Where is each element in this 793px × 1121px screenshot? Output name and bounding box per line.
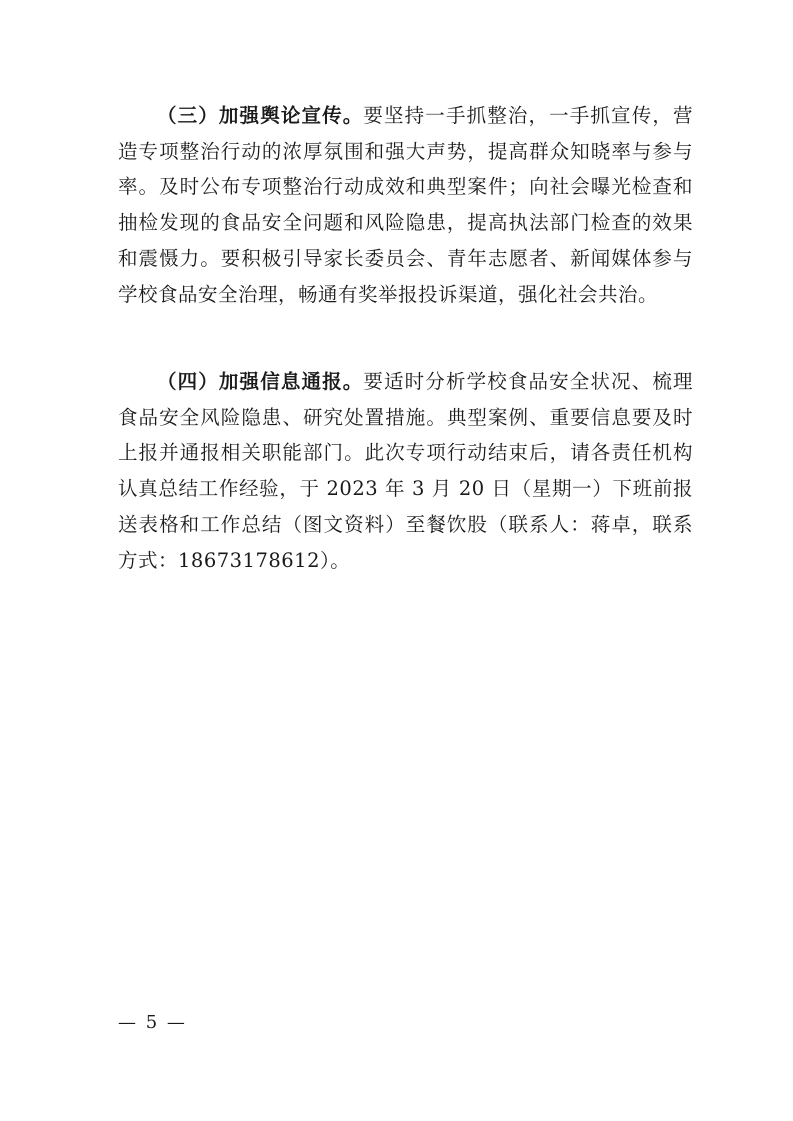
section-heading-publicity: （三）加强舆论宣传。 [157,104,364,127]
paragraph-publicity [118,98,693,312]
section-body-info-report: 要适时分析学校食品安全状况、梳理食品安全风险隐患、研究处置措施。典型案例、重要信息要及时上报并通报相关职能部门。此次专项行动结束后，请各责任机构认真总结工作经验，于 2023 年 3 月 20 日（星期一）下班前报送表格和工作总结（图文资料）至餐饮股（联系人：蒋卓，联系方式：18673178612）。 [118,370,693,572]
page-number: — 5 — [118,1012,187,1033]
section-body-publicity: 要坚持一手抓整治，一手抓宣传，营造专项整治行动的浓厚氛围和强大声势，提高群众知晓率与参与率。及时公布专项整治行动成效和典型案件；向社会曝光检查和抽检发现的食品安全问题和风险隐患，提高执法部门检查的效果和震慑力。要积极引导家长委员会、青年志愿者、新闻媒体参与学校食品安全治理，畅通有奖举报投诉渠道，强化社会共治。 [118,104,693,306]
paragraph-info-report [118,364,693,578]
section-heading-info-report: （四）加强信息通报。 [157,370,364,393]
